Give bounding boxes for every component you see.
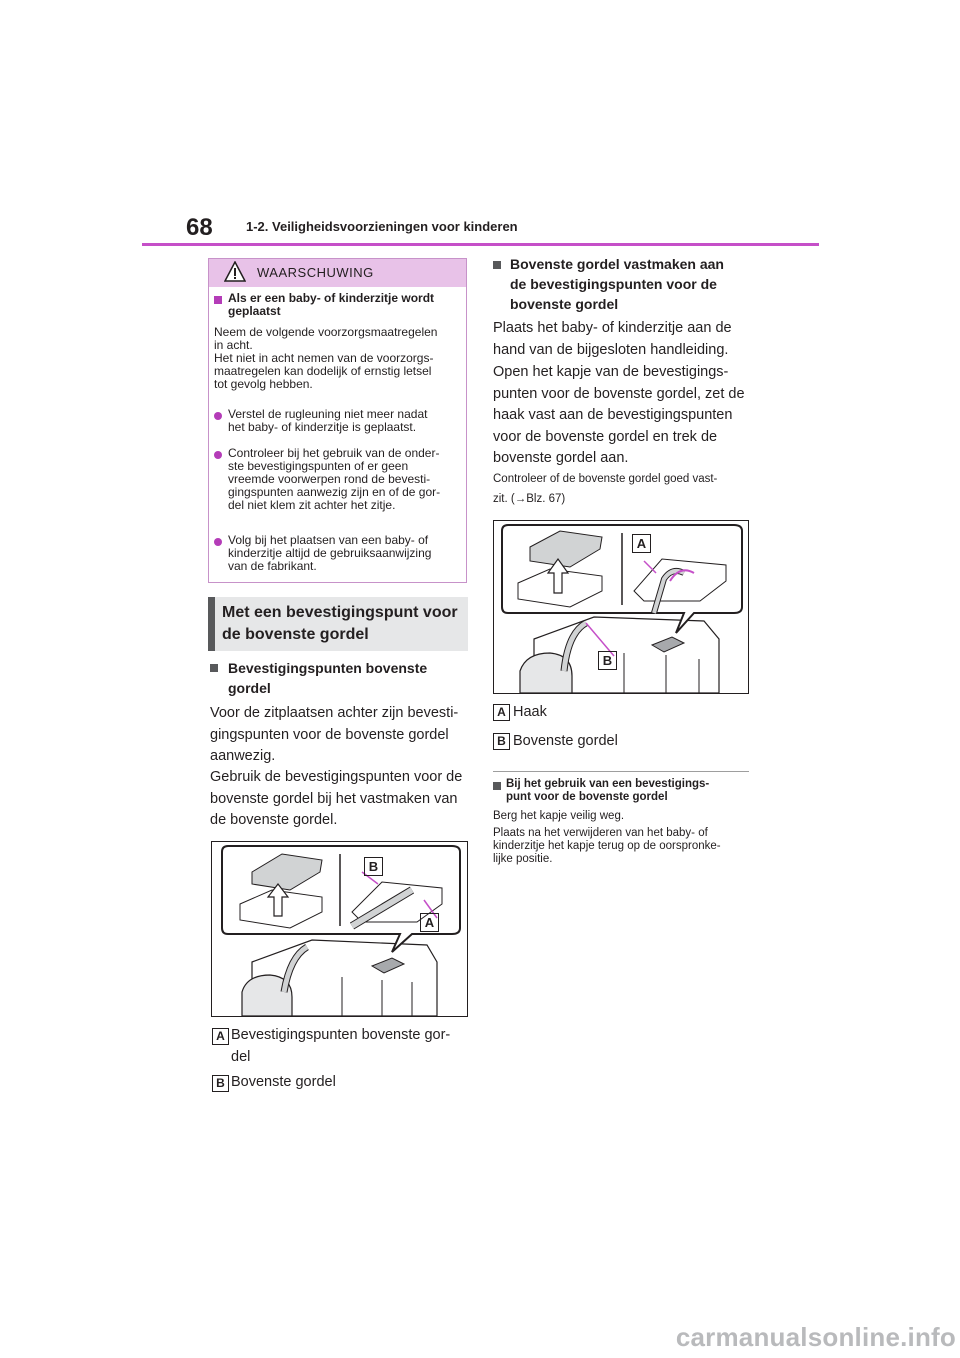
legend-key-b: B <box>212 1075 229 1092</box>
legend-text-a: Bevestigingspunten bovenste gor- del <box>231 1027 451 1065</box>
watermark: carmanualsonline.info <box>675 1322 956 1352</box>
section-title: Met een bevestigingspunt voor de bovenste gordel <box>222 604 458 643</box>
legend-text-b: Bovenste gordel <box>231 1074 336 1090</box>
legend-key-a: A <box>212 1028 229 1045</box>
paragraph: Plaats het baby- of kinderzitje aan de hand van de bijgesloten handleiding. <box>493 320 732 358</box>
subsection-title-left: Bevestigingspunten bovenste gordel <box>228 660 428 696</box>
page-number: 68 <box>186 214 213 241</box>
warning-square-bullet <box>214 296 222 304</box>
figure-label-a: A <box>632 534 651 553</box>
legend-text-b: Bovenste gordel <box>513 733 618 749</box>
info-square-bullet <box>493 782 501 790</box>
warning-bullet-2: Controleer bij het gebruik van de onder- ste bevestigingspunten of er geen vreemde voorwerpen rond de bevesti- gingspunten aanwezig zijn en of de gor- del niet klem zit achter het zitje. <box>228 446 441 512</box>
warning-bullet-1: Verstel de rugleuning niet meer nadat het baby- of kinderzitje is geplaatst. <box>228 407 428 434</box>
info-title: Bij het gebruik van een bevestigings- punt voor de bovenste gordel <box>506 778 710 803</box>
info-text: Berg het kapje veilig weg. Plaats na het verwijderen van het baby- of kinderzitje het kapje terug op de oorspronke- lijke positie. <box>493 810 721 865</box>
paragraph: Voor de zitplaatsen achter zijn bevesti- gingspunten voor de bovenste gordel aanwezig. <box>210 705 459 764</box>
figure-label-b: B <box>598 651 617 670</box>
figure-label-b: B <box>364 857 383 876</box>
note: Controleer of de bovenste gordel goed vast- zit. (→Blz. 67) <box>493 473 718 505</box>
warning-title: WAARSCHUWING <box>257 265 374 280</box>
subsection-title-right: Bovenste gordel vastmaken aan de bevestigingspunten voor de bovenste gordel <box>510 256 724 312</box>
divider <box>493 771 749 772</box>
header-rule <box>142 243 819 246</box>
warning-bullet-3: Volg bij het plaatsen van een baby- of kinderzitje altijd de gebruiksaanwijzing van de fabrikant. <box>228 533 432 573</box>
legend-key-b: B <box>493 733 510 750</box>
figure-label-a: A <box>420 913 439 932</box>
warning-bullet-dot <box>214 451 222 459</box>
subsection-square-bullet <box>493 261 501 269</box>
warning-heading: Als er een baby- of kinderzitje wordt geplaatst <box>228 291 435 318</box>
legend-text-a: Haak <box>513 704 547 720</box>
figure-hook-fastening <box>493 520 749 694</box>
chapter-title: 1-2. Veiligheidsvoorzieningen voor kinderen <box>246 219 518 234</box>
warning-intro: Neem de volgende voorzorgsmaatregelen in acht. Het niet in acht nemen van de voorzorgs- maatregelen kan dodelijk of ernstig letsel tot gevolg hebben. <box>214 325 438 391</box>
subsection-square-bullet <box>210 664 218 672</box>
warning-triangle-icon <box>224 261 246 283</box>
warning-bullet-dot <box>214 412 222 420</box>
section-heading-accent <box>208 597 215 651</box>
warning-bullet-dot <box>214 538 222 546</box>
paragraph: Gebruik de bevestigingspunten voor de bovenste gordel bij het vastmaken van de bovenste gordel. <box>210 769 463 828</box>
legend-key-a: A <box>493 704 510 721</box>
hook-illustration <box>494 521 748 693</box>
paragraph: Open het kapje van de bevestigings- punten voor de bovenste gordel, zet de haak vast aan de bevestigingspunten voor de bovenste gordel en trek de bovenste gordel aan. <box>493 364 745 466</box>
